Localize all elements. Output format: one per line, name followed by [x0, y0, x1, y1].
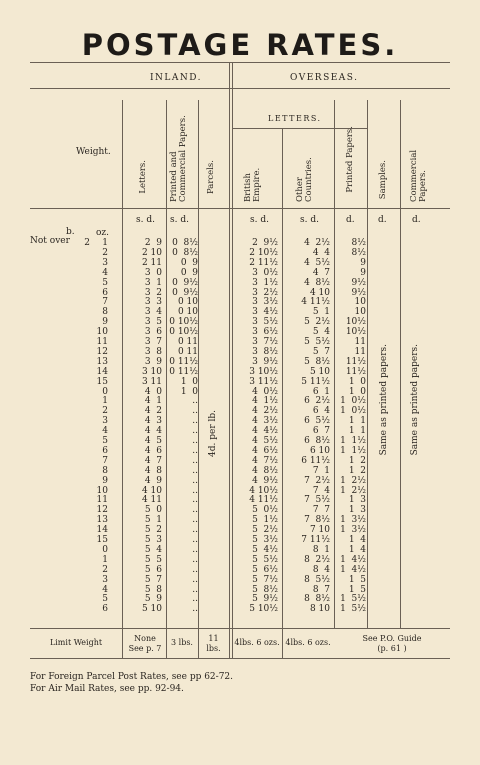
- letters-rate: 3 11: [141, 376, 162, 387]
- weight-lb: 2: [84, 238, 90, 248]
- col-commercial-papers: Commercial Papers.: [409, 149, 428, 202]
- weight-oz: 14: [96, 366, 108, 377]
- other-rate: 7 11½: [301, 535, 330, 545]
- letters-rate: 5 7: [144, 574, 162, 585]
- printed-rate: 0 11½: [169, 356, 198, 367]
- letters-rate: 4 6: [144, 445, 162, 456]
- british-rate: 3 8½: [252, 346, 278, 357]
- other-rate: 4 7: [312, 267, 330, 278]
- printed-rate: ..: [192, 544, 198, 555]
- col-divider: [282, 128, 283, 658]
- other-rate: 5 8½: [304, 356, 330, 367]
- weight-oz: 14: [96, 525, 108, 536]
- printed-rate: 0 10½: [169, 327, 198, 338]
- letters-rate: 5 4: [144, 544, 162, 555]
- unit-british: s. d.: [250, 215, 269, 225]
- note-parcel-post: For Foreign Parcel Post Rates, see pp 62-72.: [30, 672, 234, 682]
- printed-papers-rate: 1 1: [348, 416, 366, 427]
- weight-oz: 4: [102, 426, 108, 437]
- printed-papers-rate: 1 2½: [340, 475, 366, 486]
- letters-rate: 5 3: [144, 535, 162, 545]
- printed-rate: ..: [192, 465, 198, 476]
- other-rate: 6 7: [312, 426, 330, 437]
- col-samples: Samples.: [378, 160, 388, 200]
- printed-rate: ..: [192, 416, 198, 427]
- letters-rate: 3 0: [144, 267, 162, 278]
- letters-rate: 5 1: [144, 515, 162, 526]
- weight-oz: 5: [102, 436, 108, 446]
- british-rate: 4 8½: [252, 465, 278, 476]
- letters-rate: 2 11: [141, 257, 162, 268]
- printed-rate: ..: [192, 406, 198, 417]
- other-rate: 8 7: [312, 584, 330, 595]
- limit-guide: See P.O. Guide (p. 61 ): [362, 634, 422, 653]
- british-rate: 5 1½: [252, 515, 278, 526]
- printed-rate: 0 11½: [169, 366, 198, 377]
- printed-papers-rate: 9½: [351, 287, 366, 298]
- letters-rate: 5 9: [144, 594, 162, 605]
- weight-oz: 12: [96, 505, 108, 516]
- printed-rate: ..: [192, 426, 198, 437]
- printed-papers-rate: 11½: [345, 356, 366, 367]
- letters-rate: 3 8: [144, 346, 162, 357]
- letters-rate: 5 10: [141, 604, 162, 615]
- limit-bottom-rule: [30, 658, 450, 659]
- printed-papers-rate: 9½: [351, 277, 366, 288]
- other-rate: 5 7: [312, 346, 330, 357]
- printed-papers-rate: 11: [354, 346, 366, 357]
- printed-rate: ..: [192, 554, 198, 565]
- other-rate: 6 10: [309, 445, 330, 456]
- unit-printed: s. d.: [170, 215, 189, 225]
- weight-oz: 15: [96, 535, 108, 545]
- col-british-empire: British Empire.: [243, 167, 262, 202]
- printed-papers-rate: 1 2: [348, 465, 366, 476]
- other-rate: 6 2½: [304, 396, 330, 407]
- other-rate: 7 5½: [304, 495, 330, 506]
- printed-rate: ..: [192, 584, 198, 595]
- printed-papers-rate: 10: [354, 297, 366, 308]
- printed-papers-rate: 10½: [345, 327, 366, 338]
- printed-rate: 0 9½: [172, 287, 198, 298]
- col-printed-papers: Printed Papers.: [345, 126, 355, 193]
- letters-rate: 3 9: [144, 356, 162, 367]
- letters-rate: 5 0: [144, 505, 162, 516]
- printed-rate: ..: [192, 495, 198, 506]
- british-rate: 2 10½: [249, 247, 278, 258]
- weight-oz: 2: [102, 564, 108, 575]
- printed-papers-rate: 1 5½: [340, 604, 366, 615]
- british-rate: 4 7½: [252, 455, 278, 466]
- letters-rate: 4 5: [144, 436, 162, 446]
- unit-commercial: d.: [412, 215, 421, 225]
- printed-papers-rate: 1 5: [348, 574, 366, 585]
- british-rate: 4 2½: [252, 406, 278, 417]
- weight-oz: 1: [102, 396, 108, 407]
- unit-printed-papers: d.: [346, 215, 355, 225]
- other-rate: 8 4: [312, 564, 330, 575]
- other-rate: 4 11½: [301, 297, 330, 308]
- british-rate: 4 0½: [252, 386, 278, 397]
- printed-rate: ..: [192, 515, 198, 526]
- limit-other: 4lbs. 6 ozs.: [285, 638, 331, 647]
- letters-rate: 3 5: [144, 317, 162, 328]
- weight-oz: 3: [102, 574, 108, 585]
- letters-rate: 4 11: [141, 495, 162, 506]
- other-rate: 5 4: [312, 327, 330, 338]
- other-rate: 5 10: [309, 366, 330, 377]
- section-inland: INLAND.: [150, 73, 203, 83]
- printed-rate: ..: [192, 574, 198, 585]
- printed-rate: ..: [192, 525, 198, 536]
- letters-rate: 2 10: [141, 247, 162, 258]
- col-divider: [367, 100, 368, 628]
- other-rate: 4 2½: [304, 238, 330, 248]
- printed-papers-rate: 1 1½: [340, 436, 366, 446]
- letters-rate: 4 10: [141, 485, 162, 496]
- british-rate: 5 8½: [252, 584, 278, 595]
- printed-rate: 0 9: [180, 257, 198, 268]
- printed-papers-rate: 1 5½: [340, 594, 366, 605]
- printed-rate: ..: [192, 535, 198, 545]
- letters-rate: 4 4: [144, 426, 162, 437]
- weight-oz: 12: [96, 346, 108, 357]
- british-rate: 4 5½: [252, 436, 278, 446]
- col-divider: [198, 100, 199, 658]
- printed-rate: ..: [192, 475, 198, 486]
- printed-rate: 1 0: [180, 386, 198, 397]
- printed-rate: ..: [192, 594, 198, 605]
- limit-label: Limit Weight: [49, 638, 103, 647]
- printed-papers-rate: 1 1½: [340, 445, 366, 456]
- british-rate: 4 9½: [252, 475, 278, 486]
- letters-rate: 4 8: [144, 465, 162, 476]
- page-title: POSTAGE RATES.: [81, 28, 399, 62]
- weight-oz: 9: [102, 475, 108, 486]
- other-rate: 6 8½: [304, 436, 330, 446]
- other-rate: 7 10: [309, 525, 330, 536]
- weight-oz: 13: [96, 356, 108, 367]
- letters-rate: 3 3: [144, 297, 162, 308]
- other-rate: 6 11½: [301, 455, 330, 466]
- other-rate: 5 5½: [304, 337, 330, 347]
- col-divider: [400, 100, 401, 628]
- section-letters: LETTERS.: [268, 114, 322, 123]
- british-rate: 4 3½: [252, 416, 278, 427]
- printed-rate: ..: [192, 445, 198, 456]
- limit-parcels: 11 lbs.: [206, 634, 221, 653]
- weight-oz: 2: [102, 247, 108, 258]
- printed-rate: 0 11: [177, 346, 198, 357]
- printed-papers-rate: 1 3½: [340, 515, 366, 526]
- limit-british: 4lbs. 6 ozs.: [234, 638, 280, 647]
- printed-rate: 0 9½: [172, 277, 198, 288]
- british-rate: 3 6½: [252, 327, 278, 338]
- weight-oz: 6: [102, 287, 108, 298]
- british-rate: 3 11½: [249, 376, 278, 387]
- other-rate: 5 11½: [301, 376, 330, 387]
- british-rate: 2 9½: [252, 238, 278, 248]
- printed-rate: 0 9: [180, 267, 198, 278]
- letters-rate: 4 9: [144, 475, 162, 486]
- other-rate: 7 2½: [304, 475, 330, 486]
- printed-papers-rate: 1 4: [348, 535, 366, 545]
- weight-oz: 0: [102, 544, 108, 555]
- other-rate: 8 2½: [304, 554, 330, 565]
- letters-rate: 4 0: [144, 386, 162, 397]
- other-rate: 6 4: [312, 406, 330, 417]
- letters-rate: 4 2: [144, 406, 162, 417]
- printed-rate: ..: [192, 436, 198, 446]
- letters-rate: 5 6: [144, 564, 162, 575]
- weight-oz: 15: [96, 376, 108, 387]
- other-rate: 7 7: [312, 505, 330, 516]
- commercial-rate: Same as printed papers.: [410, 344, 420, 456]
- letters-rate: 5 2: [144, 525, 162, 536]
- weight-oz: 3: [102, 416, 108, 427]
- weight-oz: 6: [102, 445, 108, 456]
- weight-oz: 11: [96, 337, 108, 347]
- weight-oz: 3: [102, 257, 108, 268]
- weight-oz: 10: [96, 485, 108, 496]
- weight-oz: 1: [102, 554, 108, 565]
- col-divider: [232, 62, 233, 658]
- printed-papers-rate: 1 0: [348, 376, 366, 387]
- british-rate: 3 4½: [252, 307, 278, 318]
- weight-oz: 2: [102, 406, 108, 417]
- british-rate: 3 0½: [252, 267, 278, 278]
- other-rate: 4 8½: [304, 277, 330, 288]
- printed-papers-rate: 1 4½: [340, 554, 366, 565]
- british-rate: 4 1½: [252, 396, 278, 407]
- col-divider: [166, 100, 167, 658]
- limit-printed: 3 lbs.: [171, 638, 193, 647]
- letters-rate: 5 5: [144, 554, 162, 565]
- section-rule: [30, 88, 450, 89]
- section-overseas: OVERSEAS.: [290, 73, 359, 83]
- printed-papers-rate: 10½: [345, 317, 366, 328]
- printed-rate: 0 8½: [172, 247, 198, 258]
- other-rate: 7 8½: [304, 515, 330, 526]
- printed-papers-rate: 8½: [351, 238, 366, 248]
- printed-papers-rate: 1 3: [348, 495, 366, 506]
- weight-oz: 7: [102, 297, 108, 308]
- british-rate: 5 5½: [252, 554, 278, 565]
- british-rate: 5 2½: [252, 525, 278, 536]
- printed-rate: ..: [192, 485, 198, 496]
- weight-oz: 8: [102, 307, 108, 318]
- weight-oz: 8: [102, 465, 108, 476]
- printed-papers-rate: 11: [354, 337, 366, 347]
- printed-papers-rate: 9: [360, 267, 366, 278]
- printed-papers-rate: 1 0½: [340, 396, 366, 407]
- weight-oz: 1: [102, 238, 108, 248]
- british-rate: 3 3½: [252, 297, 278, 308]
- weight-oz: 5: [102, 594, 108, 605]
- other-rate: 5 1: [312, 307, 330, 318]
- col-divider: [122, 100, 123, 658]
- unit-letters: s. d.: [136, 215, 155, 225]
- other-rate: 4 5½: [304, 257, 330, 268]
- british-rate: 3 1½: [252, 277, 278, 288]
- printed-rate: 0 10: [177, 307, 198, 318]
- col-divider: [334, 100, 335, 628]
- british-rate: 4 4½: [252, 426, 278, 437]
- british-rate: 4 10½: [249, 485, 278, 496]
- letters-rate: 3 2: [144, 287, 162, 298]
- parcels-rate: 4d. per lb.: [208, 410, 218, 457]
- british-rate: 3 5½: [252, 317, 278, 328]
- samples-rate: Same as printed papers.: [379, 344, 389, 456]
- other-rate: 6 5½: [304, 416, 330, 427]
- printed-rate: 0 11: [177, 337, 198, 347]
- printed-papers-rate: 9: [360, 257, 366, 268]
- col-letters: Letters.: [138, 160, 148, 194]
- weight-oz: 9: [102, 317, 108, 328]
- printed-rate: ..: [192, 505, 198, 516]
- british-rate: 5 4½: [252, 544, 278, 555]
- other-rate: 6 1: [312, 386, 330, 397]
- british-rate: 5 6½: [252, 564, 278, 575]
- other-rate: 8 10: [309, 604, 330, 615]
- weight-oz: 10: [96, 327, 108, 338]
- british-rate: 5 0½: [252, 505, 278, 516]
- british-rate: 4 6½: [252, 445, 278, 456]
- other-rate: 4 10: [309, 287, 330, 298]
- weight-oz: 13: [96, 515, 108, 526]
- unit-other: s. d.: [300, 215, 319, 225]
- weight-oz: 11: [96, 495, 108, 506]
- printed-papers-rate: 1 3: [348, 505, 366, 516]
- british-rate: 3 2½: [252, 287, 278, 298]
- letters-rate: 4 1: [144, 396, 162, 407]
- col-printed-commercial: Printed and Commercial Papers.: [169, 115, 188, 202]
- printed-papers-rate: 11½: [345, 366, 366, 377]
- british-rate: 4 11½: [249, 495, 278, 506]
- col-divider: [229, 62, 230, 658]
- top-rule: [30, 62, 450, 63]
- letters-rate: 2 9: [144, 238, 162, 248]
- col-parcels: Parcels.: [206, 160, 216, 195]
- col-weight: Weight.: [76, 147, 111, 157]
- col-other-countries: Other Countries.: [295, 157, 314, 202]
- other-rate: 8 1: [312, 544, 330, 555]
- weight-oz: 0: [102, 386, 108, 397]
- letters-rate: 4 3: [144, 416, 162, 427]
- unit-lb: b.: [66, 227, 75, 237]
- letters-rate: 3 10: [141, 366, 162, 377]
- other-rate: 7 1: [312, 465, 330, 476]
- british-rate: 5 9½: [252, 594, 278, 605]
- printed-papers-rate: 10: [354, 307, 366, 318]
- letters-rate: 3 1: [144, 277, 162, 288]
- other-rate: 8 8½: [304, 594, 330, 605]
- note-air-mail: For Air Mail Rates, see pp. 92-94.: [30, 684, 184, 694]
- printed-papers-rate: 1 0: [348, 386, 366, 397]
- printed-rate: 0 8½: [172, 238, 198, 248]
- printed-rate: 1 0: [180, 376, 198, 387]
- british-rate: 5 3½: [252, 535, 278, 545]
- printed-rate: 0 10½: [169, 317, 198, 328]
- british-rate: 2 11½: [249, 257, 278, 268]
- printed-rate: ..: [192, 564, 198, 575]
- other-rate: 4 4: [312, 247, 330, 258]
- other-rate: 5 2½: [304, 317, 330, 328]
- limit-top-rule: [30, 628, 450, 629]
- letters-rate: 3 6: [144, 327, 162, 338]
- weight-oz: 7: [102, 455, 108, 466]
- other-rate: 7 4: [312, 485, 330, 496]
- letters-rate: 3 7: [144, 337, 162, 347]
- weight-oz: 4: [102, 584, 108, 595]
- printed-papers-rate: 8½: [351, 247, 366, 258]
- printed-papers-rate: 1 2½: [340, 485, 366, 496]
- weight-oz: 5: [102, 277, 108, 288]
- printed-rate: ..: [192, 604, 198, 615]
- printed-papers-rate: 1 0½: [340, 406, 366, 417]
- british-rate: 5 7½: [252, 574, 278, 585]
- header-bottom-rule: [30, 208, 450, 209]
- printed-rate: ..: [192, 396, 198, 407]
- letters-rate: 3 4: [144, 307, 162, 318]
- letters-rate: 5 8: [144, 584, 162, 595]
- weight-prefix: Not over: [30, 236, 70, 246]
- letters-rate: 4 7: [144, 455, 162, 466]
- limit-letters: None See p. 7: [128, 634, 162, 653]
- british-rate: 3 9½: [252, 356, 278, 367]
- printed-papers-rate: 1 2: [348, 455, 366, 466]
- british-rate: 5 10½: [249, 604, 278, 615]
- printed-papers-rate: 1 4: [348, 544, 366, 555]
- printed-papers-rate: 1 4½: [340, 564, 366, 575]
- weight-oz: 4: [102, 267, 108, 278]
- printed-papers-rate: 1 1: [348, 426, 366, 437]
- printed-papers-rate: 1 5: [348, 584, 366, 595]
- british-rate: 3 10½: [249, 366, 278, 377]
- printed-papers-rate: 1 3½: [340, 525, 366, 536]
- weight-oz: 6: [102, 604, 108, 615]
- british-rate: 3 7½: [252, 337, 278, 347]
- unit-oz: oz.: [96, 228, 110, 238]
- unit-samples: d.: [378, 215, 387, 225]
- other-rate: 8 5½: [304, 574, 330, 585]
- printed-rate: 0 10: [177, 297, 198, 308]
- printed-rate: ..: [192, 455, 198, 466]
